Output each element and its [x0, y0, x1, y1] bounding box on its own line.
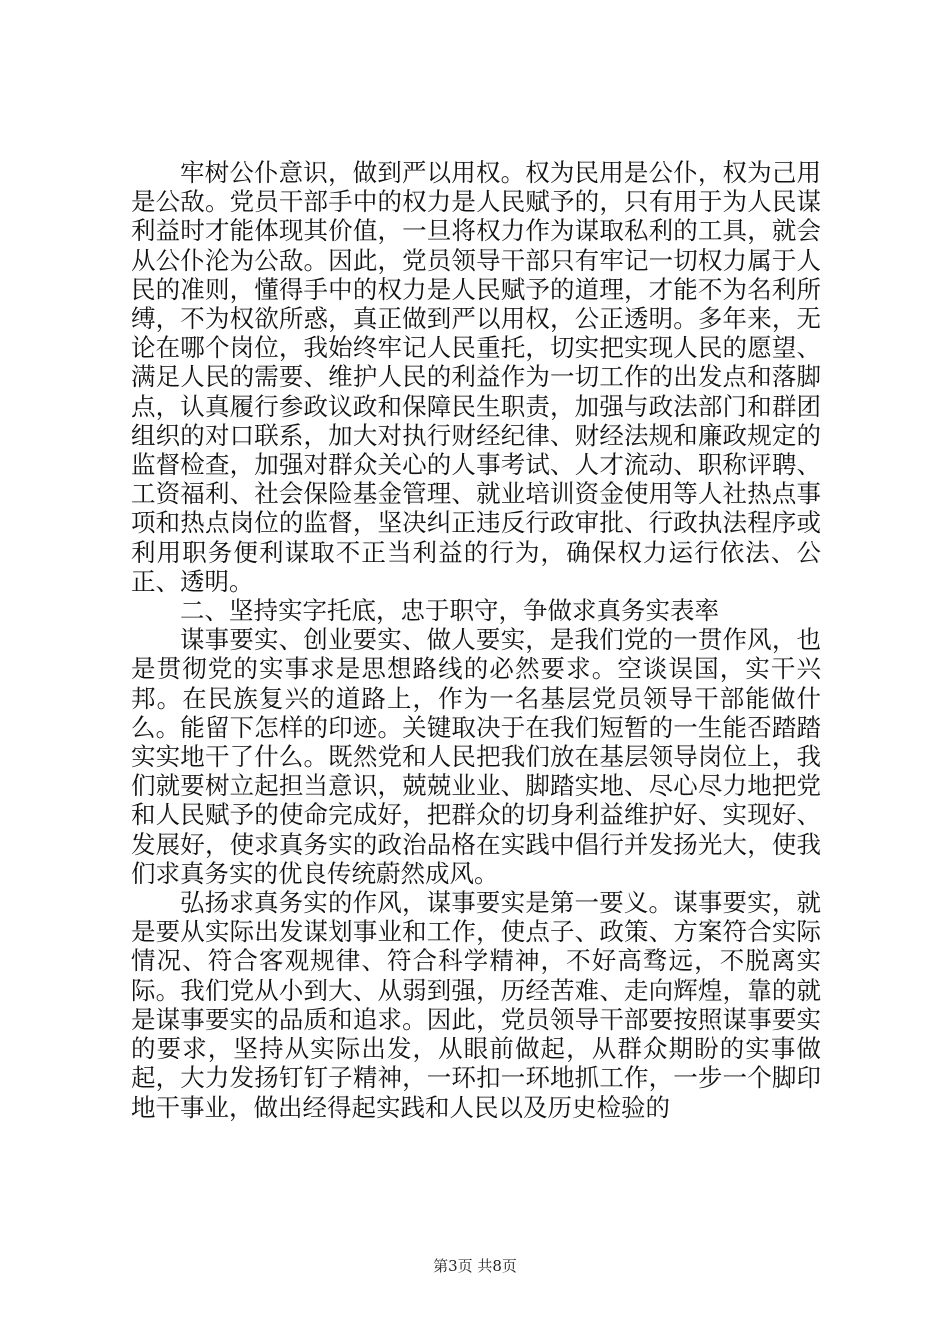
section-heading-two: 二、坚持实字托底，忠于职守，争做求真务实表率 — [180, 596, 719, 626]
paragraph-power-usage: 牢树公仆意识，做到严以用权。权为民用是公仆，权为己用是公敌。党员干部手中的权力是人民赋予的，只有用于为人民谋利益时才能体现其价值，一旦将权力作为谋取私利的工具，就会从公仆沦为公敌。因此，党员领导干部只有牢记一切权力属于人民的准则，懂得手中的权力是人民赋予的道理，才能不为名利所缚，不为权欲所惑，真正做到严以用权，公正透明。多年来，无论在哪个岗位，我始终牢记人民重托，切实把实现人民的愿望、满足人民的需要、维护人民的利益作为一切工作的出发点和落脚点，认真履行参政议政和保障民生职责，加强与政法部门和群团组织的对口联系，加大对执行财经纪律、财经法规和廉政规定的监督检查，加强对群众关心的人事考试、人才流动、职称评聘、工资福利、社会保险基金管理、就业培训资金使用等人社热点事项和热点岗位的监督，坚决纠正违反行政审批、行政执法程序或利用职务便利谋取不正当利益的行为，确保权力运行依法、公正、透明。 — [131, 158, 821, 596]
page-footer: 第3页 共8页 — [433, 1257, 517, 1275]
document-body — [131, 158, 821, 1122]
paragraph-planning-practically: 弘扬求真务实的作风，谋事要实是第一要义。谋事要实，就是要从实际出发谋划事业和工作，使点子、政策、方案符合实际情况、符合客观规律、符合科学精神，不好高骛远，不脱离实际。我们党从小到大、从弱到强，历经苦难、走向辉煌，靠的就是谋事要实的品质和追求。因此，党员领导干部要按照谋事要实的要求，坚持从实际出发，从眼前做起，从群众期盼的实事做起，大力发扬钉钉子精神，一环扣一环地抓工作，一步一个脚印地干事业，做出经得起实践和人民以及历史检验的 — [131, 888, 821, 1122]
paragraph-practical-work: 谋事要实、创业要实、做人要实，是我们党的一贯作风，也是贯彻党的实事求是思想路线的必然要求。空谈误国，实干兴邦。在民族复兴的道路上，作为一名基层党员领导干部能做什么。能留下怎样的印迹。关键取决于在我们短暂的一生能否踏踏实实地干了什么。既然党和人民把我们放在基层领导岗位上，我们就要树立起担当意识，兢兢业业、脚踏实地、尽心尽力地把党和人民赋予的使命完成好，把群众的切身利益维护好、实现好、发展好，使求真务实的政治品格在实践中倡行并发扬光大，使我们求真务实的优良传统蔚然成风。 — [131, 625, 821, 888]
